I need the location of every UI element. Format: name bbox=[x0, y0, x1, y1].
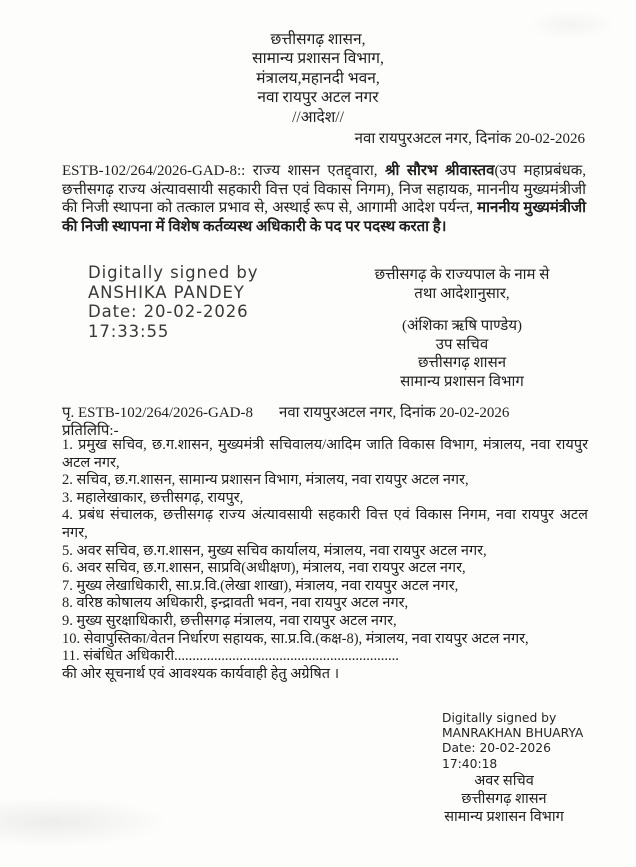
letterhead bbox=[0, 30, 636, 127]
digital-signature-2-date: Date: 20-02-2026 bbox=[442, 741, 551, 756]
signatory-2-department: सामान्य प्रशासन विभाग bbox=[444, 809, 564, 825]
order-title: //आदेश// bbox=[292, 108, 344, 126]
digital-signature-2-time: 17:40:18 bbox=[442, 756, 498, 771]
endorsement-closing: की ओर सूचनार्थ एवं आवश्यक कार्यवाही हेतु अग्रेषित । bbox=[62, 665, 340, 682]
signatory-2-block bbox=[404, 772, 604, 826]
copy-list-item: 5. अवर सचिव, छ.ग.शासन, मुख्य सचिव कार्यालय, मंत्रालय, नवा रायपुर अटल नगर, bbox=[62, 542, 487, 559]
digital-signature-1-line1: Digitally signed by bbox=[88, 263, 259, 282]
digital-signature-2-name: MANRAKHAN BHUARYA bbox=[442, 726, 584, 741]
digital-signature-block-1 bbox=[88, 263, 258, 341]
authority-on-behalf-line1: छत्तीसगढ़ के राज्यपाल के नाम से bbox=[374, 267, 550, 283]
order-ref-intro: ESTB-102/264/2026-GAD-8:: राज्य शासन एतद्द्वारा, bbox=[62, 163, 385, 179]
order-officer-name: श्री सौरभ श्रीवास्तव bbox=[384, 163, 495, 179]
signatory-2-designation: अवर सचिव bbox=[474, 773, 534, 789]
digital-signature-2-line1: Digitally signed by bbox=[442, 711, 557, 725]
endorsement-ref-row bbox=[62, 402, 509, 422]
order-paragraph bbox=[62, 162, 586, 236]
copy-list-item: 3. महालेखाकार, छत्तीसगढ़, रायपुर, bbox=[62, 489, 244, 506]
endorsement-ref-no: पृ. ESTB-102/264/2026-GAD-8 bbox=[62, 405, 254, 421]
authority-on-behalf-line2: तथा आदेशानुसार, bbox=[414, 285, 510, 302]
letterhead-building: मंत्रालय,महानदी भवन, bbox=[256, 69, 380, 87]
endorsement-dateline: नवा रायपुरअटल नगर, दिनांक 20-02-2026 bbox=[279, 405, 510, 421]
copy-list-item: 9. मुख्य सुरक्षाधिकारी, छत्तीसगढ़ मंत्रालय, नवा रायपुर अटल नगर, bbox=[62, 612, 397, 629]
copy-to-label: प्रतिलिपि:- bbox=[62, 423, 119, 439]
copy-list-item: 6. अवर सचिव, छ.ग.शासन, साप्रवि(अधीक्षण), मंत्रालय, नवा रायपुर अटल नगर, bbox=[62, 560, 466, 577]
letterhead-city: नवा रायपुर अटल नगर bbox=[257, 89, 379, 107]
digital-signature-1-time: 17:33:55 bbox=[88, 321, 170, 341]
signatory-1-name: (अंशिका ऋषि पाण्डेय) bbox=[401, 318, 523, 335]
copy-list-item: 1. प्रमुख सचिव, छ.ग.शासन, मुख्यमंत्री सचिवालय/आदिम जाति विकास विभाग, मंत्रालय, नवा रायपुर अटल नगर, bbox=[62, 437, 588, 471]
digital-signature-1-date: Date: 20-02-2026 bbox=[88, 302, 249, 321]
letterhead-government: छत्तीसगढ़ शासन, bbox=[270, 31, 366, 48]
signatory-1-government: छत्तीसगढ़ शासन bbox=[417, 355, 507, 372]
digital-signature-block-2 bbox=[442, 711, 583, 772]
copy-list-item: 4. प्रबंध संचालक, छत्तीसगढ़ राज्य अंत्यावसायी सहकारी वित्त एवं विकास निगम, नवा रायपुर अटल नगर, bbox=[62, 507, 588, 541]
copy-list-item: 8. वरिष्ठ कोषालय अधिकारी, इन्द्रावती भवन, नवा रायपुर अटल नगर, bbox=[62, 595, 409, 612]
order-posting-clause: माननीय मुख्यमंत्रीजी की निजी स्थापना में विशेष कर्तव्यस्थ अधिकारी के पद पर पदस्थ करता है। bbox=[62, 200, 587, 235]
copy-list-item: 7. मुख्य लेखाधिकारी, सा.प्र.वि.(लेखा शाखा), मंत्रालय, नवा रायपुर अटल नगर, bbox=[62, 577, 459, 594]
digital-signature-1-name: ANSHIKA PANDEY bbox=[88, 282, 245, 302]
copy-list-item: 10. सेवापुस्तिका/वेतन निर्धारण सहायक, सा.प्र.वि.(कक्ष-8), मंत्रालय, नवा रायपुर अटल नगर, bbox=[62, 630, 529, 647]
letterhead-department: सामान्य प्रशासन विभाग, bbox=[252, 50, 384, 68]
authority-block bbox=[333, 266, 591, 392]
copy-list-item: 11. संबंधित अधिकारी.............................................................. bbox=[62, 648, 399, 665]
signatory-2-government: छत्तीसगढ़ शासन bbox=[461, 791, 547, 807]
signatory-1-department: सामान्य प्रशासन विभाग bbox=[400, 373, 524, 390]
signatory-1-designation: उप सचिव bbox=[435, 336, 489, 353]
copy-to-list bbox=[62, 437, 588, 683]
copy-list-item: 2. सचिव, छ.ग.शासन, सामान्य प्रशासन विभाग, मंत्रालय, नवा रायपुर अटल नगर, bbox=[62, 472, 469, 489]
order-body: (उप महाप्रबंधक, छत्तीसगढ़ राज्य अंत्यावसायी सहकारी वित्त एवं विकास निगम), निज सहायक, माननीय मुख्यमंत्रीजी की निजी स्थापना को तत्काल प्रभाव से, अस्थाई रूप से, आगामी आदेश पर्यन्त, bbox=[62, 163, 587, 217]
issue-dateline: नवा रायपुरअटल नगर, दिनांक 20-02-2026 bbox=[354, 131, 585, 147]
